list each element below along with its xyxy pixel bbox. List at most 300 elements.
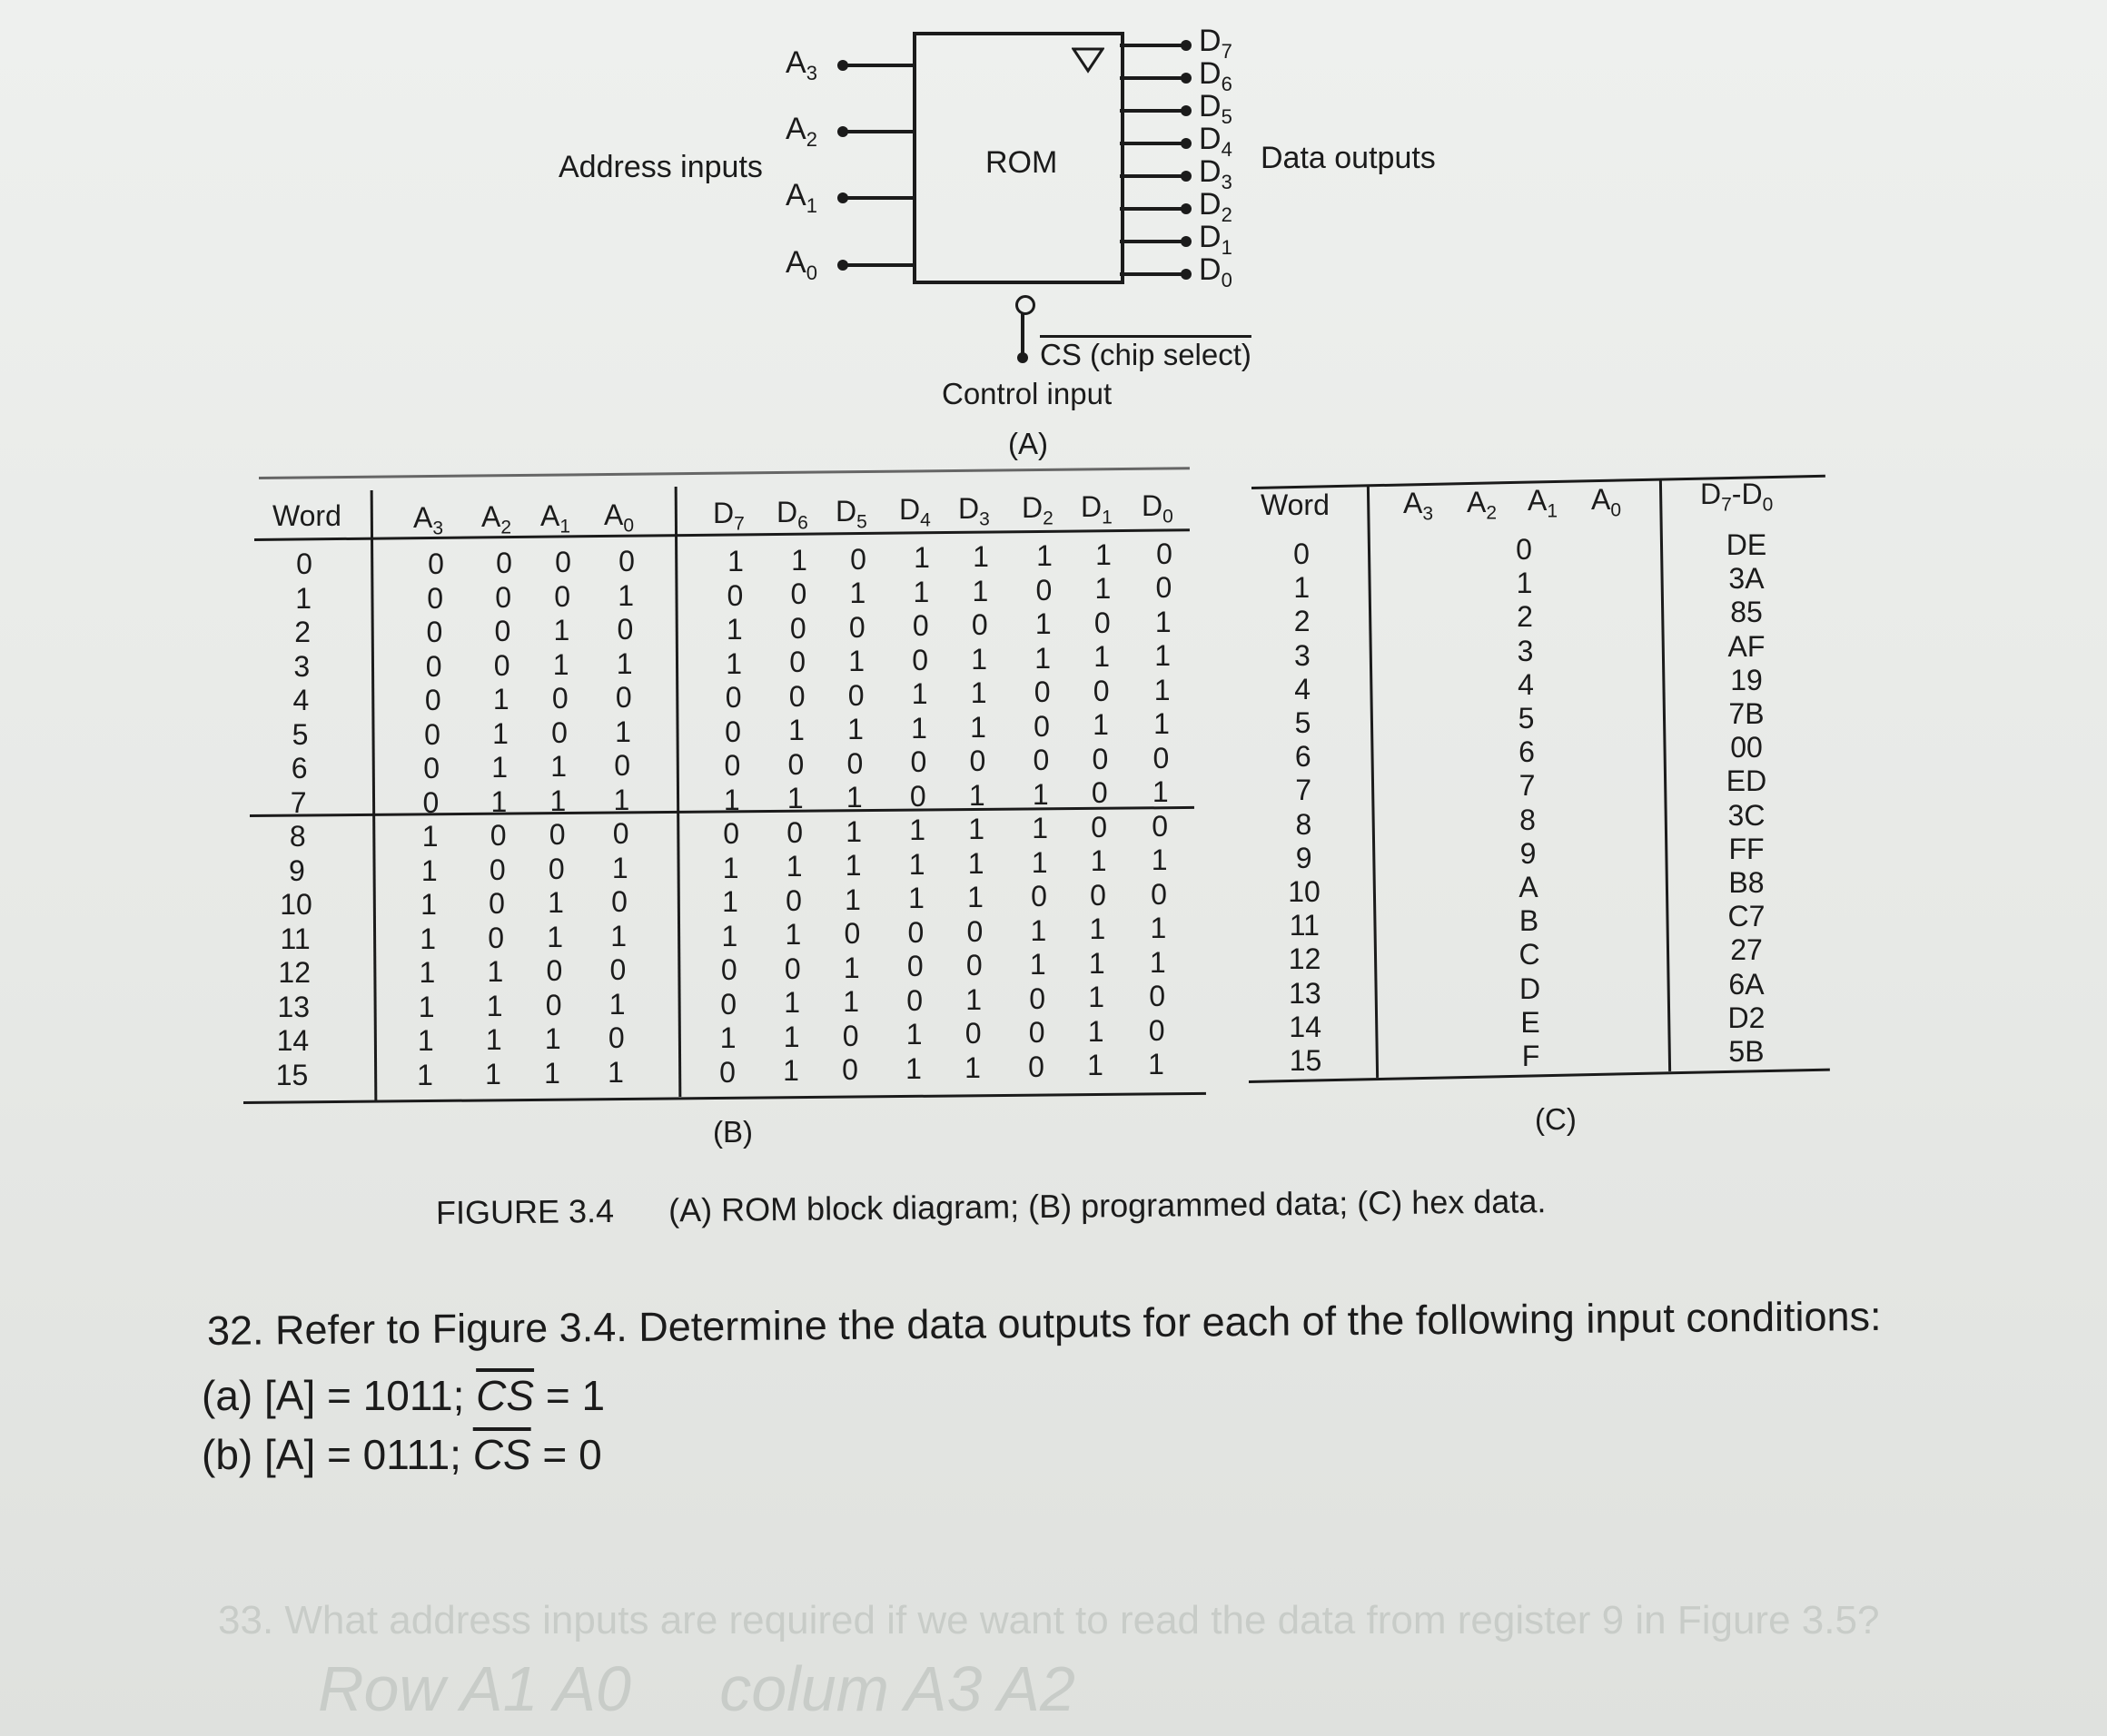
- table-c-address-cell: 3: [1517, 634, 1534, 667]
- table-b-address-cell: 1: [610, 919, 628, 952]
- table-c-hex-cell: FF: [1728, 832, 1765, 865]
- table-b-data-cell: 1: [1095, 538, 1112, 571]
- table-b-data-cell: 1: [845, 883, 861, 916]
- cs-bubble: [1015, 295, 1035, 315]
- panel-b-label: (B): [713, 1115, 753, 1149]
- question-part-b: [202, 1430, 602, 1479]
- table-b-data-cell: 1: [1094, 572, 1112, 606]
- table-b-data-cell: 0: [971, 608, 988, 642]
- data-pin-label-d6: $D_6$: [1199, 56, 1232, 95]
- table-b-vrule-2: [675, 487, 682, 1097]
- table-b-address-cell: 0: [427, 581, 444, 615]
- table-c-header-a1: $A_1$: [1528, 484, 1558, 522]
- table-b-header-d0: $D_0$: [1142, 488, 1173, 527]
- table-b-data-cell: 1: [1088, 946, 1105, 980]
- panel-a-label: (A): [1008, 427, 1048, 460]
- table-b-address-cell: 0: [608, 1021, 625, 1054]
- table-b-address-cell: 0: [426, 616, 443, 648]
- table-c-address-cell: 2: [1517, 600, 1533, 634]
- table-b-address-cell: 0: [617, 613, 634, 646]
- table-b-data-cell: 1: [1089, 912, 1106, 946]
- table-b-data-cell: 1: [913, 575, 930, 608]
- table-c-hex-cell: 5B: [1728, 1035, 1765, 1068]
- cs-label-text: CS (chip select): [1040, 338, 1251, 371]
- table-b-data-cell: 1: [786, 850, 803, 883]
- table-c-address-cell: 6: [1518, 735, 1535, 769]
- table-b-data-cell: 0: [1148, 1013, 1165, 1047]
- panel-c-label: (C): [1535, 1102, 1577, 1136]
- address-pin-label-a1: $A_1$: [786, 178, 817, 217]
- table-b-header-a3: $A_3$: [413, 501, 444, 539]
- table-b-word-cell: 15: [275, 1058, 309, 1091]
- table-c-header-a3: $A_3$: [1403, 487, 1434, 525]
- table-b-header-d2: $D_2$: [1022, 491, 1054, 529]
- data-pin-wire-d6: [1120, 76, 1185, 80]
- table-b-address-cell: 1: [616, 646, 633, 680]
- cs-label: [1040, 338, 1251, 372]
- chip-label: ROM: [985, 145, 1058, 180]
- table-b-data-cell: 0: [910, 745, 927, 779]
- table-c-address-cell: 8: [1519, 803, 1536, 836]
- table-b-data-cell: 0: [1090, 878, 1106, 912]
- table-b-data-cell: 1: [970, 710, 986, 744]
- part-a-cs: $\overline{CS}$: [476, 1372, 535, 1419]
- table-b-data-cell: 1: [721, 919, 738, 952]
- table-b-header-d7: $D_7$: [713, 497, 745, 535]
- table-b-data-cell: 0: [1035, 573, 1053, 607]
- question-stem: 32. Refer to Figure 3.4. Determine the data outputs for each of the following input conditions:: [206, 1292, 1882, 1354]
- table-b-data-cell: 1: [722, 851, 739, 884]
- data-pin-wire-d4: [1120, 142, 1185, 145]
- table-b-address-cell: 0: [618, 545, 635, 577]
- bleedthrough-question: 33. What address inputs are required if we want to read the data from register 9 in Figure 3.5?: [218, 1598, 1880, 1642]
- table-c-address-cell: F: [1521, 1040, 1540, 1072]
- table-b-data-cell: 1: [909, 814, 926, 847]
- table-b-word-cell: 10: [280, 888, 312, 921]
- table-c-address-cell: 7: [1518, 769, 1536, 803]
- address-inputs-label: Address inputs: [559, 150, 763, 184]
- table-c-hex-cell: 7B: [1728, 697, 1765, 730]
- data-pin-label-d5: $D_5$: [1199, 89, 1232, 128]
- table-b-data-cell: 0: [846, 746, 864, 780]
- table-b-address-cell: 0: [494, 615, 511, 647]
- table-b-data-cell: 0: [790, 577, 807, 611]
- table-c-word-cell: 1: [1293, 571, 1311, 605]
- table-c-vrule-1: [1367, 486, 1379, 1078]
- table-b-address-cell: 0: [549, 818, 566, 851]
- table-b-data-cell: 1: [784, 986, 801, 1020]
- table-c-word-cell: 2: [1293, 605, 1311, 638]
- table-b-data-cell: 1: [964, 1050, 981, 1084]
- table-b-word-cell: 5: [292, 717, 309, 751]
- table-b-address-cell: 1: [549, 784, 567, 817]
- address-pin-label-a2: $A_2$: [786, 112, 817, 151]
- table-c-word-cell: 14: [1289, 1010, 1321, 1043]
- table-b-data-cell: 1: [846, 814, 863, 848]
- table-c-address-cell: 9: [1519, 836, 1537, 870]
- table-c-address-cell: D: [1518, 972, 1541, 1005]
- table-b-data-cell: 0: [850, 542, 866, 576]
- table-b-address-cell: 1: [420, 888, 437, 921]
- table-b-data-cell: 1: [1034, 641, 1052, 675]
- table-b-data-cell: 1: [967, 881, 984, 914]
- table-b-address-cell: 1: [608, 1055, 624, 1089]
- table-b-address-cell: 1: [417, 1058, 433, 1091]
- table-b-data-cell: 0: [909, 779, 926, 813]
- table-c-hex-cell: ED: [1726, 764, 1767, 798]
- table-b-address-cell: 0: [551, 682, 569, 715]
- table-b-data-cell: 0: [907, 915, 925, 949]
- table-b-address-cell: 0: [611, 885, 628, 918]
- question-part-a: [202, 1371, 605, 1420]
- table-c-hex-cell: 3C: [1727, 798, 1766, 832]
- table-c-hex-cell: B8: [1728, 866, 1765, 899]
- data-pin-wire-d1: [1120, 240, 1185, 243]
- table-b-data-cell: 1: [726, 613, 743, 646]
- table-c-header-a0: $A_0$: [1591, 482, 1622, 520]
- table-c-word-cell: 15: [1289, 1044, 1322, 1077]
- table-b-data-cell: 0: [1091, 810, 1108, 843]
- data-pin-dot-d6: [1181, 73, 1192, 84]
- address-pin-wire-a0: [843, 263, 915, 267]
- table-b-data-cell: 0: [1152, 741, 1170, 774]
- table-b-data-cell: 1: [791, 543, 807, 577]
- table-b-word-cell: 6: [291, 752, 308, 784]
- table-b-data-cell: 0: [1091, 776, 1108, 810]
- data-pin-label-d4: $D_4$: [1199, 122, 1232, 161]
- table-b-data-cell: 0: [844, 917, 861, 951]
- table-b-data-cell: 0: [1029, 981, 1046, 1015]
- table-c-hex-cell: 3A: [1728, 562, 1765, 596]
- table-b-address-cell: 0: [489, 853, 506, 886]
- table-b-word-cell: 13: [277, 990, 311, 1023]
- table-b-data-cell: 1: [970, 676, 987, 710]
- table-b-word-cell: 11: [280, 922, 311, 955]
- data-pin-dot-d7: [1181, 40, 1192, 51]
- table-b-data-cell: 0: [966, 914, 984, 948]
- table-b-data-cell: 1: [905, 1051, 922, 1085]
- table-b-data-cell: 1: [1088, 981, 1105, 1014]
- address-pin-label-a0: $A_0$: [786, 245, 817, 284]
- data-pin-wire-d0: [1120, 272, 1185, 276]
- part-a-prefix: (a) [A] = 1011;: [202, 1372, 477, 1419]
- table-b-data-cell: 1: [968, 778, 985, 812]
- table-b-header-d4: $D_4$: [899, 493, 931, 531]
- table-c-hex-cell: 00: [1730, 731, 1763, 764]
- table-c-word-cell: 12: [1288, 942, 1321, 976]
- table-b-word-cell: 2: [294, 616, 312, 648]
- table-b-data-cell: 1: [849, 577, 866, 610]
- table-b-word-cell: 12: [278, 956, 311, 989]
- table-b-data-cell: 1: [786, 782, 804, 815]
- table-c-hex-cell: C7: [1727, 900, 1766, 933]
- table-b-address-cell: 1: [491, 751, 509, 784]
- table-c-address-cell: C: [1518, 938, 1540, 972]
- table-c-word-cell: 11: [1289, 909, 1320, 942]
- table-b-data-cell: 0: [906, 950, 924, 983]
- table-b-data-cell: 1: [726, 646, 743, 680]
- table-b-header-rule: [259, 467, 1190, 479]
- table-b-data-cell: 1: [848, 645, 866, 678]
- table-b-address-cell: 0: [495, 580, 512, 614]
- table-b-address-cell: 1: [544, 1022, 561, 1055]
- table-b-data-cell: 0: [1031, 880, 1047, 912]
- table-b-data-cell: 0: [725, 681, 742, 714]
- table-c-header-data: $D_7-D_0$: [1700, 478, 1774, 516]
- table-b-address-cell: 1: [420, 922, 437, 955]
- table-b-data-cell: 0: [1151, 877, 1167, 911]
- table-b-data-cell: 1: [846, 781, 863, 814]
- figure-caption: [436, 1182, 1547, 1232]
- control-input-label: Control input: [942, 377, 1113, 410]
- table-b-data-cell: 0: [786, 815, 804, 849]
- data-outputs-label: Data outputs: [1261, 141, 1436, 175]
- table-b-data-cell: 1: [1153, 707, 1170, 741]
- table-b-address-cell: 1: [486, 989, 503, 1022]
- data-pin-dot-d0: [1181, 269, 1192, 280]
- table-b-word-cell: 8: [289, 820, 306, 853]
- table-c-address-cell: 5: [1518, 702, 1535, 735]
- table-b-data-cell: 1: [1036, 539, 1053, 572]
- table-b-address-cell: 1: [421, 820, 439, 853]
- table-b-header-a2: $A_2$: [481, 500, 512, 538]
- data-pin-wire-d3: [1120, 174, 1185, 178]
- table-b-data-cell: 1: [971, 642, 988, 676]
- table-c-header-word: Word: [1261, 488, 1330, 521]
- table-c-word-cell: 3: [1293, 638, 1311, 672]
- table-b-data-cell: 1: [967, 846, 984, 880]
- table-b-word-cell: 4: [292, 684, 310, 716]
- table-b-data-cell: 0: [1028, 1050, 1044, 1083]
- table-b-data-cell: 0: [964, 1017, 982, 1050]
- table-b-data-cell: 1: [723, 783, 740, 816]
- table-b-address-cell: 0: [490, 819, 507, 852]
- table-b-data-cell: 0: [786, 883, 802, 917]
- cs-wire: [1021, 312, 1024, 356]
- table-b-data-cell: 1: [785, 918, 802, 952]
- table-b-header-d5: $D_5$: [836, 494, 867, 532]
- table-c-word-cell: 4: [1294, 672, 1311, 705]
- table-b-address-cell: 1: [492, 683, 509, 715]
- table-b-bottom-rule: [243, 1092, 1206, 1104]
- table-b-data-cell: 0: [727, 578, 744, 612]
- table-b-data-cell: 0: [723, 817, 740, 850]
- table-b-data-cell: 0: [1152, 809, 1169, 843]
- part-b-prefix: (b) [A] = 0111;: [202, 1431, 473, 1478]
- table-b-address-cell: 1: [618, 578, 635, 612]
- table-b-address-cell: 0: [424, 684, 441, 716]
- table-b-address-cell: 0: [554, 579, 571, 613]
- table-b-data-cell: 1: [1032, 777, 1049, 811]
- table-c-address-cell: E: [1520, 1005, 1540, 1039]
- table-c-word-cell: 7: [1295, 774, 1311, 807]
- table-b-data-cell: 0: [965, 949, 983, 982]
- table-b-data-cell: 1: [1087, 1014, 1104, 1048]
- table-b-address-cell: 0: [488, 921, 505, 954]
- table-b-data-cell: 1: [1152, 775, 1169, 809]
- part-b-suffix: = 0: [530, 1431, 602, 1478]
- table-b-address-cell: 1: [487, 955, 504, 988]
- table-c-address-cell: 4: [1518, 667, 1534, 701]
- table-b-address-cell: 1: [548, 886, 564, 919]
- table-b-data-cell: 0: [1092, 742, 1109, 775]
- table-b-word-cell: 9: [288, 853, 305, 887]
- data-pin-dot-d1: [1181, 236, 1192, 247]
- table-b-address-cell: 1: [420, 853, 438, 887]
- table-c-address-cell: 0: [1516, 533, 1532, 566]
- table-c-vrule-2: [1659, 479, 1671, 1071]
- table-b-data-cell: 0: [789, 611, 806, 645]
- table-b-data-cell: 1: [1151, 843, 1168, 877]
- table-b-address-cell: 0: [555, 546, 571, 578]
- table-b-address-cell: 1: [553, 614, 570, 646]
- table-b-address-cell: 0: [425, 649, 442, 683]
- data-pin-label-d2: $D_2$: [1199, 187, 1232, 226]
- table-b-data-cell: 1: [1093, 708, 1109, 742]
- table-b-data-cell: 0: [912, 643, 929, 676]
- table-b-data-cell: 0: [1033, 744, 1050, 776]
- table-b-address-cell: 0: [609, 953, 627, 986]
- table-b-address-cell: 0: [489, 887, 505, 920]
- table-c-hex-cell: 19: [1730, 663, 1763, 696]
- table-c-hex-cell: 6A: [1728, 967, 1765, 1001]
- table-b-data-cell: 1: [1153, 673, 1171, 706]
- table-b-data-cell: 1: [965, 982, 983, 1016]
- table-b-data-cell: 0: [720, 953, 737, 986]
- table-b-data-cell: 1: [1150, 912, 1167, 945]
- table-c-hex-cell: DE: [1726, 528, 1767, 561]
- table-b-data-cell: 1: [845, 849, 862, 883]
- table-b-address-cell: 1: [615, 715, 631, 748]
- table-b-address-cell: 1: [611, 851, 628, 884]
- address-pin-wire-a3: [843, 64, 915, 67]
- table-b-data-cell: 1: [905, 1018, 923, 1051]
- table-c-hex-cell: D2: [1727, 1001, 1766, 1034]
- address-pin-wire-a2: [843, 130, 915, 133]
- table-b-data-cell: 1: [908, 847, 925, 881]
- table-c-hex-cell: 85: [1730, 596, 1763, 629]
- table-b-address-cell: 0: [496, 547, 512, 579]
- table-b-data-cell: 1: [911, 711, 927, 745]
- table-b-word-cell: 0: [296, 547, 312, 580]
- table-b-header-a1: $A_1$: [540, 499, 571, 538]
- table-b-address-cell: 0: [612, 817, 629, 850]
- table-b-data-cell: 1: [1154, 605, 1172, 638]
- table-b-data-cell: 0: [784, 952, 801, 985]
- table-b-data-cell: 1: [1090, 844, 1107, 878]
- table-b-data-cell: 1: [1149, 945, 1166, 979]
- table-b-address-cell: 0: [422, 785, 440, 819]
- table-b-data-cell: 0: [906, 983, 924, 1017]
- address-pin-wire-a1: [843, 196, 915, 200]
- table-c-address-cell: B: [1518, 904, 1539, 938]
- table-b-address-cell: 1: [608, 987, 626, 1021]
- table-b-address-cell: 1: [492, 716, 509, 750]
- table-b-data-cell: 1: [1154, 639, 1172, 673]
- table-b-data-cell: 0: [1156, 537, 1172, 570]
- table-b-data-cell: 1: [1032, 812, 1049, 844]
- table-b-data-cell: 1: [1034, 607, 1052, 640]
- table-b-data-cell: 0: [720, 987, 737, 1021]
- table-b-word-cell: 1: [295, 581, 312, 615]
- table-b-address-cell: 1: [552, 647, 569, 681]
- table-b-data-cell: 1: [968, 813, 985, 846]
- data-pin-dot-d4: [1181, 138, 1192, 149]
- table-b-data-cell: 1: [1148, 1048, 1164, 1081]
- table-b-data-cell: 0: [969, 745, 986, 778]
- table-b-data-cell: 1: [783, 1054, 799, 1088]
- table-b-address-cell: 0: [424, 717, 440, 751]
- table-c-word-cell: 8: [1295, 807, 1312, 841]
- table-b-data-cell: 1: [914, 541, 930, 575]
- part-a-suffix: = 1: [534, 1372, 606, 1419]
- table-b-data-cell: 0: [1034, 676, 1051, 708]
- data-pin-wire-d5: [1120, 109, 1185, 113]
- table-b-data-cell: 0: [912, 609, 929, 643]
- table-b-data-cell: 1: [1031, 845, 1048, 879]
- table-b-data-cell: 0: [788, 679, 806, 713]
- table-b-header-word: Word: [272, 499, 341, 532]
- table-b-data-cell: 1: [973, 540, 989, 574]
- table-b-data-cell: 1: [1087, 1049, 1103, 1082]
- table-b-address-cell: 0: [493, 648, 510, 682]
- table-b-address-cell: 1: [419, 956, 436, 989]
- table-b-address-cell: 1: [490, 784, 508, 818]
- table-b-address-cell: 1: [417, 1024, 434, 1057]
- table-c-address-cell: A: [1518, 871, 1538, 903]
- table-c-word-cell: 9: [1295, 841, 1312, 874]
- table-b-address-cell: 1: [485, 1023, 502, 1056]
- data-pin-dot-d2: [1181, 203, 1192, 214]
- table-b-data-cell: 0: [1093, 606, 1111, 639]
- table-b-header-d1: $D_1$: [1081, 489, 1113, 528]
- table-b-address-cell: 0: [428, 547, 444, 580]
- table-b-data-cell: 0: [848, 610, 866, 644]
- handwritten-note: Row A1 A0 colum A3 A2: [318, 1653, 1075, 1724]
- table-b-word-cell: 14: [276, 1024, 310, 1057]
- table-b-address-cell: 0: [548, 852, 565, 885]
- table-b-word-cell: 7: [290, 785, 307, 819]
- table-b-data-cell: 1: [972, 574, 989, 607]
- table-b-data-cell: 1: [843, 985, 860, 1019]
- table-b-data-cell: 0: [724, 749, 741, 782]
- table-b-address-cell: 0: [546, 954, 563, 987]
- table-c-word-cell: 13: [1289, 976, 1321, 1010]
- table-c-word-cell: 10: [1288, 875, 1321, 908]
- table-b-data-cell: 0: [842, 1019, 859, 1052]
- table-c-word-cell: 0: [1293, 538, 1310, 570]
- part-b-cs: $\overline{CS}$: [472, 1431, 531, 1478]
- table-b-data-cell: 0: [1155, 571, 1172, 605]
- table-b-address-cell: 0: [423, 752, 440, 784]
- data-pin-dot-d3: [1181, 171, 1192, 182]
- table-b-header-d3: $D_3$: [958, 492, 990, 530]
- table-b-data-cell: 1: [788, 714, 805, 747]
- table-b-data-cell: 0: [789, 646, 806, 679]
- figure-caption-text: (A) ROM block diagram; (B) programmed data; (C) hex data.: [668, 1182, 1547, 1229]
- table-c-word-cell: 6: [1294, 740, 1311, 774]
- table-b-data-cell: 0: [725, 715, 741, 748]
- table-b-data-cell: 0: [1028, 1016, 1045, 1049]
- table-b-address-cell: 1: [613, 783, 630, 816]
- table-b-header-d6: $D_6$: [777, 495, 808, 534]
- table-b-data-cell: 1: [847, 713, 864, 746]
- table-b-address-cell: 1: [485, 1057, 501, 1090]
- table-c-header-a2: $A_2$: [1467, 485, 1498, 523]
- table-b-data-cell: 0: [1034, 709, 1050, 743]
- table-b-data-cell: 1: [783, 1020, 800, 1053]
- table-b-address-cell: 1: [550, 750, 568, 783]
